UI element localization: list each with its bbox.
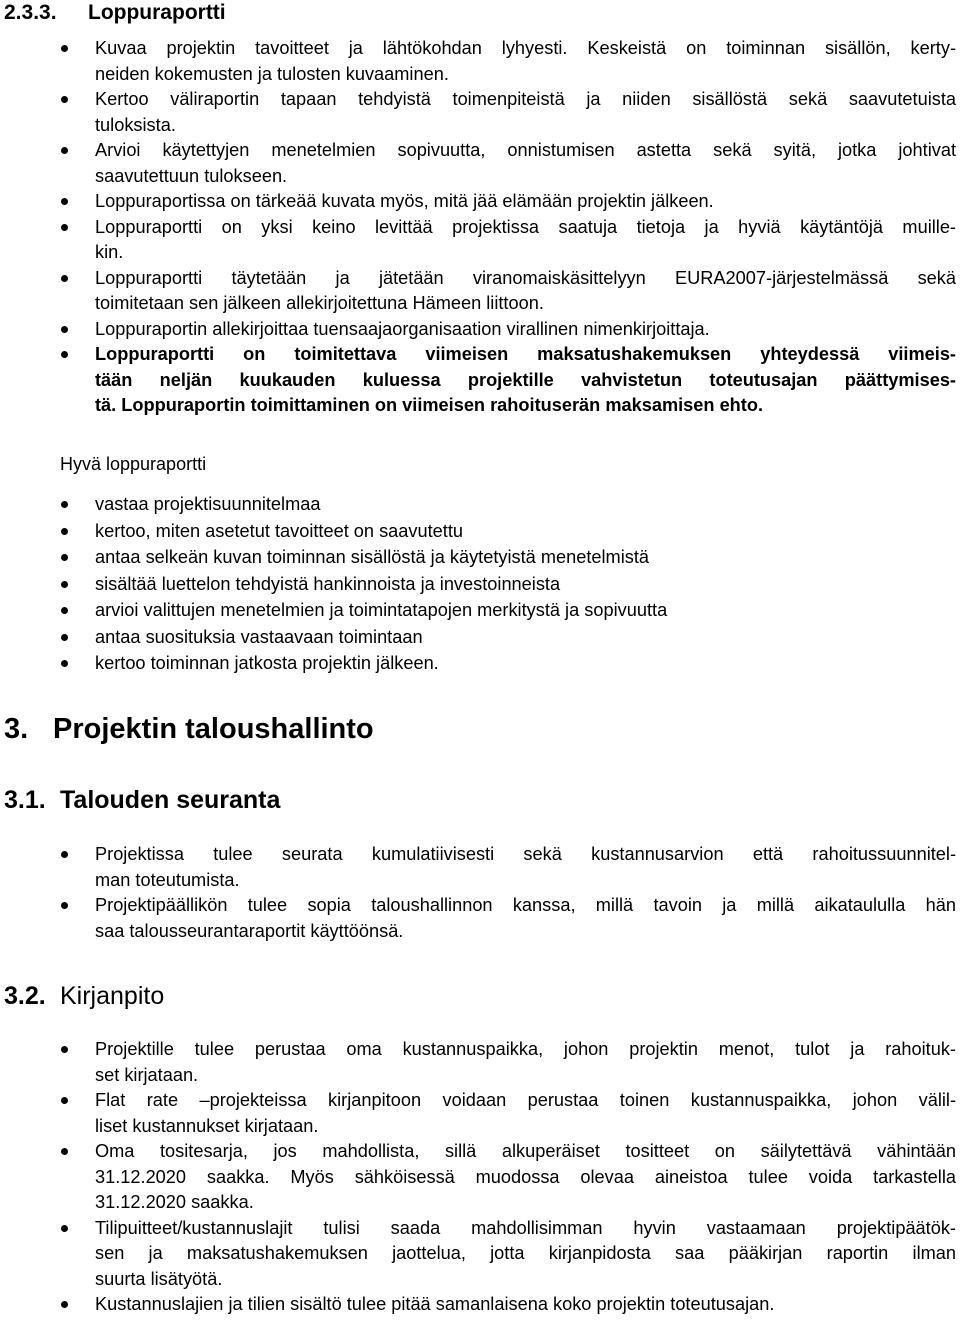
list-item-text: Projektissa tulee seurata kumulatiivisesti sekä kustannusarvion että rahoitussuunnitel- xyxy=(95,844,956,864)
bullet-icon xyxy=(61,1148,68,1155)
list-item-text: Projektipäällikön tulee sopia taloushallinnon kanssa, millä tavoin ja millä aikataululla hän xyxy=(95,895,956,915)
heading-title: Talouden seuranta xyxy=(60,786,281,814)
list-item-text: tään neljän kuukauden kuluessa projektille vahvistetun toteutusajan päättymises- xyxy=(95,369,956,390)
list-item-text: vastaa projektisuunnitelmaa xyxy=(95,494,321,514)
list-item-text: kin. xyxy=(95,242,124,262)
heading-number: 2.3.3. xyxy=(4,1,57,24)
list-item-text: saa talousseurantaraportit käyttöönsä. xyxy=(95,920,404,941)
list-item-text: liset kustannukset kirjataan. xyxy=(95,1115,319,1136)
list-item xyxy=(0,545,960,571)
list-item xyxy=(0,1037,960,1088)
list-item-text: Kertoo väliraportin tapaan tehdyistä toimenpiteistä ja niiden sisällöstä sekä saavutetuista xyxy=(95,89,956,109)
list-item xyxy=(0,519,960,545)
list-item-text: Loppuraportti on toimitettava viimeisen maksatushakemuksen yhteydessä viimeis- xyxy=(95,344,956,364)
list-item xyxy=(0,625,960,651)
list-item xyxy=(0,572,960,598)
list-item-text: antaa suosituksia vastaavaan toimintaan xyxy=(95,626,423,647)
list-item xyxy=(0,342,960,419)
list-item-text: Arvioi käytettyjen menetelmien sopivuutta, onnistumisen astetta sekä syitä, jotka johtivat xyxy=(95,140,956,160)
bullet-icon xyxy=(61,198,68,205)
good-report-list xyxy=(0,492,960,677)
heading-projektin-taloushallinto xyxy=(4,712,374,746)
loppuraportti-list xyxy=(0,36,960,419)
list-item-text: Oma tositesarja, jos mahdollista, sillä alkuperäiset tositteet on säilytettävä vähintään xyxy=(95,1141,956,1161)
list-item-text: Kustannuslajien ja tilien sisältö tulee pitää samanlaisena koko projektin toteutusajan. xyxy=(95,1294,775,1314)
heading-kirjanpito xyxy=(4,981,164,1011)
heading-loppuraportti xyxy=(4,0,226,26)
heading-talouden-seuranta xyxy=(4,785,280,815)
bullet-icon xyxy=(61,501,68,508)
bullet-icon xyxy=(61,351,68,358)
list-item xyxy=(0,36,960,87)
list-item-text: kertoo, miten asetetut tavoitteet on saavutettu xyxy=(95,520,464,541)
bullet-icon xyxy=(61,326,68,333)
bullet-icon xyxy=(61,224,68,231)
list-item-text: kertoo toiminnan jatkosta projektin jälkeen. xyxy=(95,653,439,673)
list-item xyxy=(0,842,960,893)
heading-title: Kirjanpito xyxy=(60,982,165,1010)
list-item-text: suurta lisätyötä. xyxy=(95,1268,223,1289)
kirjanpito-list xyxy=(0,1037,960,1318)
list-item-text: toimitetaan sen jälkeen allekirjoitettuna Hämeen liittoon. xyxy=(95,293,544,313)
list-item-text: tuloksista. xyxy=(95,114,176,135)
bullet-icon xyxy=(61,851,68,858)
list-item-text: Loppuraportti on yksi keino levittää projektissa saatuja tietoja ja hyviä käytäntöjä muille- xyxy=(95,216,956,237)
list-item-text: man toteutumista. xyxy=(95,869,240,890)
list-item xyxy=(0,138,960,189)
heading-title: Loppuraportti xyxy=(88,1,226,24)
list-item xyxy=(0,1139,960,1216)
list-item-text: set kirjataan. xyxy=(95,1064,199,1085)
bullet-icon xyxy=(61,45,68,52)
list-item-text: 31.12.2020 saakka. xyxy=(95,1192,254,1212)
list-item-text: Loppuraportissa on tärkeää kuvata myös, mitä jää elämään projektin jälkeen. xyxy=(95,191,714,211)
list-item-text: saavutettuun tulokseen. xyxy=(95,165,288,186)
bullet-icon xyxy=(61,634,68,641)
list-item-text: neiden kokemusten ja tulosten kuvaaminen. xyxy=(95,63,449,84)
list-item xyxy=(0,317,960,343)
bullet-icon xyxy=(61,1046,68,1053)
list-item xyxy=(0,1216,960,1293)
bullet-icon xyxy=(61,902,68,909)
list-item-text: arvioi valittujen menetelmien ja toimintatapojen merkitystä ja sopivuutta xyxy=(95,600,668,620)
list-item-text: 31.12.2020 saakka. Myös sähköisessä muodossa olevaa aineistoa tulee voida tarkastella xyxy=(95,1166,956,1187)
heading-number: 3.1. xyxy=(4,786,46,814)
talouden-seuranta-list xyxy=(0,842,960,944)
list-item xyxy=(0,189,960,215)
subheading-hyva-loppuraportti: Hyvä loppuraportti xyxy=(60,454,207,474)
bullet-icon xyxy=(61,607,68,614)
bullet-icon xyxy=(61,1301,68,1308)
list-item-text: tä. Loppuraportin toimittaminen on viimeisen rahoituserän maksamisen ehto. xyxy=(95,395,764,415)
list-item-text: sen ja maksatushakemuksen jaottelua, jotta kirjanpidosta saa pääkirjan raportin ilman xyxy=(95,1243,956,1263)
heading-number: 3. xyxy=(4,713,29,745)
list-item-text: Loppuraportin allekirjoittaa tuensaajaorganisaation virallinen nimenkirjoittaja. xyxy=(95,318,710,339)
list-item-text: Loppuraportti täytetään ja jätetään viranomaiskäsittelyyn EURA2007-järjestelmässä sekä xyxy=(95,267,956,288)
bullet-icon xyxy=(61,275,68,282)
list-item xyxy=(0,651,960,677)
bullet-icon xyxy=(61,660,68,667)
bullet-icon xyxy=(61,1097,68,1104)
bullet-icon xyxy=(61,96,68,103)
list-item xyxy=(0,598,960,624)
list-item-text: Projektille tulee perustaa oma kustannuspaikka, johon projektin menot, tulot ja rahoituk- xyxy=(95,1039,956,1059)
list-item xyxy=(0,215,960,266)
list-item-text: sisältää luettelon tehdyistä hankinnoista ja investoinneista xyxy=(95,573,561,594)
list-item xyxy=(0,492,960,518)
bullet-icon xyxy=(61,1225,68,1232)
bullet-icon xyxy=(61,147,68,154)
bullet-icon xyxy=(61,581,68,588)
bullet-icon xyxy=(61,554,68,561)
list-item xyxy=(0,87,960,138)
list-item xyxy=(0,1292,960,1318)
list-item xyxy=(0,893,960,944)
list-item xyxy=(0,1088,960,1139)
list-item xyxy=(0,266,960,317)
heading-title: Projektin taloushallinto xyxy=(53,713,374,745)
list-item-text: Flat rate –projekteissa kirjanpitoon voidaan perustaa toinen kustannuspaikka, johon välil- xyxy=(95,1090,956,1110)
list-item-text: Kuvaa projektin tavoitteet ja lähtökohdan lyhyesti. Keskeistä on toiminnan sisällön, kerty- xyxy=(95,38,956,58)
list-item-text: Tilipuitteet/kustannuslajit tulisi saada mahdollisimman hyvin vastaamaan projektipäätök- xyxy=(95,1217,956,1238)
heading-number: 3.2. xyxy=(4,982,46,1010)
bullet-icon xyxy=(61,528,68,535)
list-item-text: antaa selkeän kuvan toiminnan sisällöstä ja käytetyistä menetelmistä xyxy=(95,547,649,567)
